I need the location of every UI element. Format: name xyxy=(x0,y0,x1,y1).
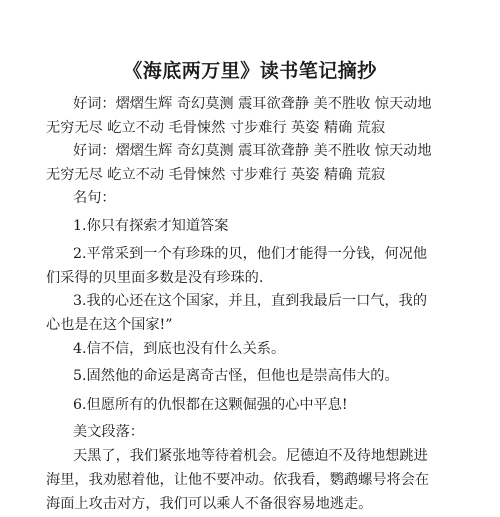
quote-2 xyxy=(46,242,433,290)
document-title: 《海底两万里》读书笔记摘抄 xyxy=(123,60,377,82)
passage-heading: 美文段落： xyxy=(73,424,144,440)
passage-line-3: 海面上攻击对方，我们可以乘人不备很容易地逃走。 xyxy=(46,496,373,512)
quote-3-line-1: 3.我的心还在这个国家，并且，直到我最后一口气，我的 xyxy=(73,293,428,309)
quotes-heading: 名句： xyxy=(73,190,116,206)
good-words-1-line-1: 好词：熠熠生辉 奇幻莫测 震耳欲聋静 美不胜收 惊天动地 xyxy=(73,96,432,112)
good-words-paragraph-2 xyxy=(46,139,433,187)
quote-2-line-2: 们采得的贝里面多数是没有珍珠的. xyxy=(46,270,264,286)
quote-1: 1.你只有探索才知道答案 xyxy=(73,218,229,234)
quote-3 xyxy=(46,289,433,337)
passage-paragraph xyxy=(46,444,433,516)
good-words-2-line-2: 无穷无尽 屹立不动 毛骨悚然 寸步难行 英姿 精确 荒寂 xyxy=(46,167,386,183)
quote-6: 6.但愿所有的仇恨都在这颗倔强的心中平息! xyxy=(73,397,348,413)
good-words-1-line-2: 无穷无尽 屹立不动 毛骨悚然 寸步难行 英姿 精确 荒寂 xyxy=(46,120,386,136)
passage-line-1: 天黑了，我们紧张地等待着机会。尼德迫不及待地想跳进 xyxy=(73,448,428,464)
quote-5: 5.固然他的命运是离奇古怪，但他也是崇高伟大的。 xyxy=(73,368,399,384)
quote-3-line-2: 心也是在这个国家!” xyxy=(46,317,173,333)
quote-2-line-1: 2.平常采到一个有珍珠的贝，他们才能得一分钱，何况他 xyxy=(73,246,428,262)
passage-line-2: 海里，我劝慰着他，让他不要冲动。依我看，鹦鹉螺号将会在 xyxy=(46,472,430,488)
good-words-2-line-1: 好词：熠熠生辉 奇幻莫测 震耳欲聋静 美不胜收 惊天动地 xyxy=(73,143,432,159)
good-words-paragraph-1 xyxy=(46,92,433,140)
quote-4: 4.信不信，到底也没有什么关系。 xyxy=(73,341,286,357)
